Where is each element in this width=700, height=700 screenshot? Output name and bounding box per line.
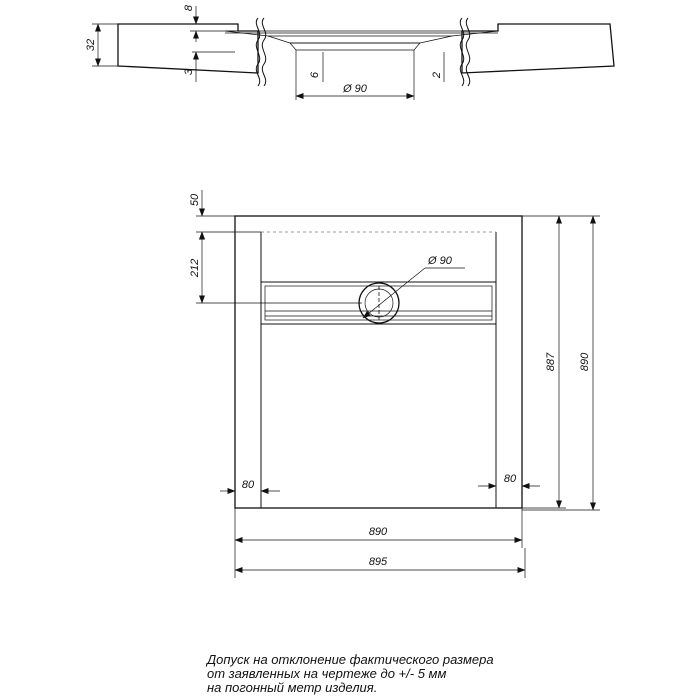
section-slab-right [462,24,614,73]
note-line-1: Допуск на отклонение фактического размера [207,652,494,667]
note-line-2: от заявленных на чертеже до +/- 5 мм [207,666,447,681]
dim-890-vertical: 890 [579,352,591,372]
dim-32: 32 [85,38,97,52]
dim-895: 895 [368,556,388,568]
dim-80-right: 80 [503,473,517,485]
tolerance-note [207,653,627,695]
tray-outline [235,216,522,508]
plan-view [189,190,600,578]
section-break-left [256,18,259,86]
dim-887: 887 [545,352,557,372]
dim-2: 2 [431,71,443,79]
drain-icon [359,283,399,323]
section-break-right-2 [466,18,469,86]
dim-50: 50 [189,193,201,207]
dim-80-left: 80 [241,479,255,491]
dim-3: 3 [183,68,195,76]
dim-diameter-plan: Ø 90 [428,255,452,267]
section-break-right [460,18,463,86]
note-line-3: на погонный метр изделия. [207,680,378,695]
dim-8: 8 [183,4,195,12]
dim-diameter-section: Ø 90 [343,83,367,95]
section-view [85,4,614,100]
dim-890-horizontal: 890 [368,526,388,538]
dim-212: 212 [189,258,201,278]
dim-6: 6 [309,71,321,79]
section-break-left-2 [262,18,265,86]
